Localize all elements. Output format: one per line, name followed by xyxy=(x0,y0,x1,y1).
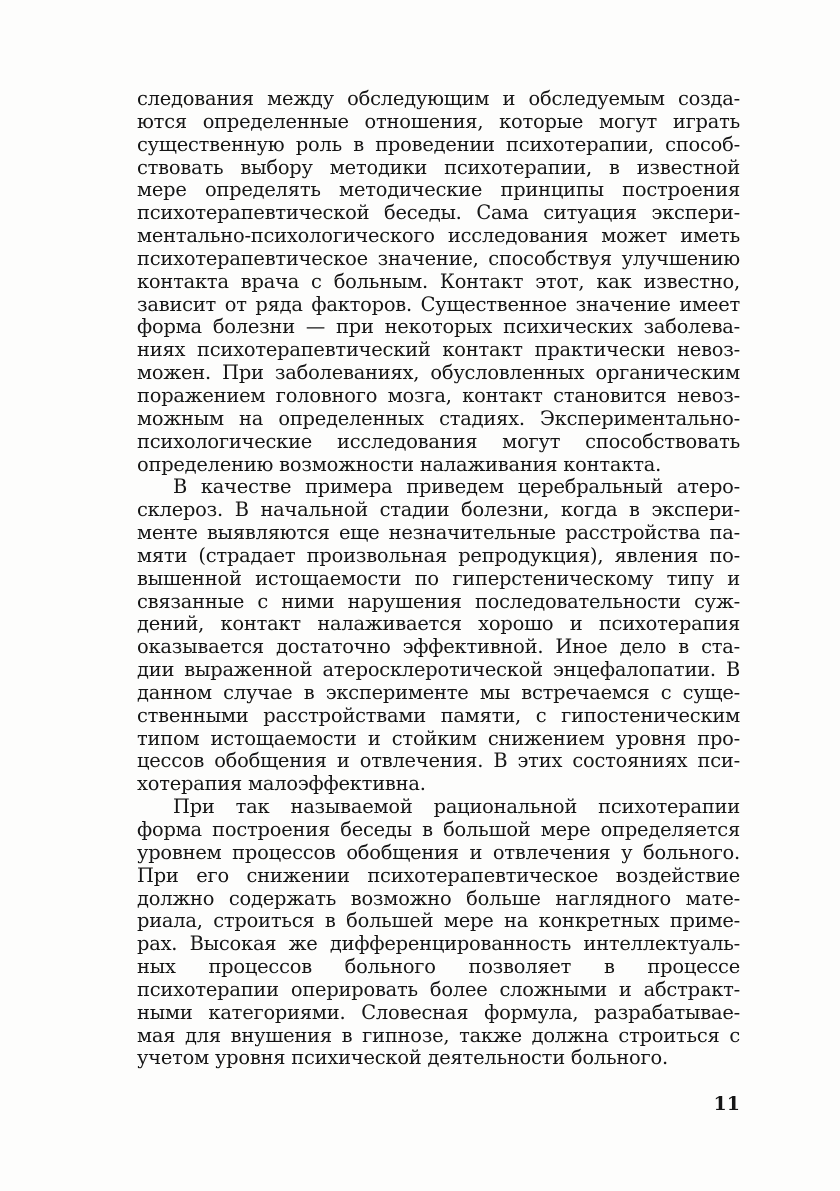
text-line: форма построения беседы в большой мере определяется xyxy=(137,818,740,841)
text-line: мере определять методические принципы построения xyxy=(137,178,740,202)
text-line: определению возможности налаживания контакта. xyxy=(137,452,662,476)
text-line: форма болезни — при некоторых психических заболева- xyxy=(137,315,740,339)
paragraph xyxy=(137,88,740,476)
text-line: ных процессов больного позволяет в процессе xyxy=(137,955,740,979)
text-line: учетом уровня психической деятельности больного. xyxy=(137,1046,668,1070)
text-line: ментально-психологического исследования может иметь xyxy=(137,224,740,248)
text-line: ствовать выбору методики психотерапии, в известной xyxy=(137,155,740,179)
text-line: психологические исследования могут способствовать xyxy=(137,429,740,453)
text-line: При его снижении психотерапевтическое воздействие xyxy=(137,863,740,887)
text-line: оказывается достаточно эффективной. Иное дело в ста- xyxy=(137,635,740,659)
paragraph xyxy=(137,476,740,796)
text-line: рах. Высокая же дифференцированность интеллектуаль- xyxy=(137,932,740,956)
text-line: можным на определенных стадиях. Экспериментально- xyxy=(137,406,740,430)
text-line: ственными расстройствами памяти, с гипостеническим xyxy=(137,703,740,727)
text-line: поражением головного мозга, контакт становится невоз- xyxy=(137,383,740,407)
text-line: уровнем процессов обобщения и отвлечения у больного. xyxy=(137,840,740,864)
text-line: существенную роль в проведении психотерапии, способ- xyxy=(137,132,740,156)
text-line: ными категориями. Словесная формула, разрабатывае- xyxy=(137,1000,740,1024)
text-line: зависит от ряда факторов. Существенное значение имеет xyxy=(137,292,740,316)
text-line: дии выраженной атеросклеротической энцефалопатии. В xyxy=(137,658,740,682)
text-line: хотерапия малоэффективна. xyxy=(137,772,426,796)
text-line: психотерапевтической беседы. Сама ситуация экспери- xyxy=(137,201,740,225)
text-line: риала, строиться в большей мере на конкретных приме- xyxy=(137,909,740,933)
text-line: можен. При заболеваниях, обусловленных органическим xyxy=(137,361,740,385)
text-line: связанные с ними нарушения последовательности суж- xyxy=(137,589,740,613)
text-line: При так называемой рациональной психотерапии xyxy=(173,795,740,819)
text-line: контакта врача с больным. Контакт этот, как известно, xyxy=(137,269,740,293)
text-line: ниях психотерапевтический контакт практически невоз- xyxy=(137,338,740,362)
text-line: ются определенные отношения, которые могут играть xyxy=(137,109,740,133)
text-line: вышенной истощаемости по гиперстеническому типу и xyxy=(137,566,740,590)
text-line: цессов обобщения и отвлечения. В этих состояниях пси- xyxy=(137,749,740,773)
text-line: данном случае в эксперименте мы встречаемся с суще- xyxy=(137,680,740,704)
text-line: психотерапевтическое значение, способствуя улучшению xyxy=(137,246,740,270)
text-line: менте выявляются еще незначительные расстройства па- xyxy=(137,521,740,545)
page-number: 11 xyxy=(713,1093,740,1115)
paragraph xyxy=(137,796,740,1070)
text-line: типом истощаемости и стойким снижением уровня про- xyxy=(137,726,740,750)
text-line: В качестве примера приведем церебральный атеро- xyxy=(173,475,740,499)
text-line: психотерапии оперировать более сложными и абстракт- xyxy=(137,977,740,1001)
text-line: склероз. В начальной стадии болезни, когда в экспери- xyxy=(137,498,740,522)
text-line: должно содержать возможно больше наглядного мате- xyxy=(137,886,740,910)
text-line: дений, контакт налаживается хорошо и психотерапия xyxy=(137,612,740,636)
text-line: мяти (страдает произвольная репродукция), явления по- xyxy=(137,543,740,567)
text-line: следования между обследующим и обследуемым созда- xyxy=(137,87,740,110)
body-text xyxy=(137,88,740,1070)
text-line: мая для внушения в гипнозе, также должна строиться с xyxy=(137,1023,740,1047)
